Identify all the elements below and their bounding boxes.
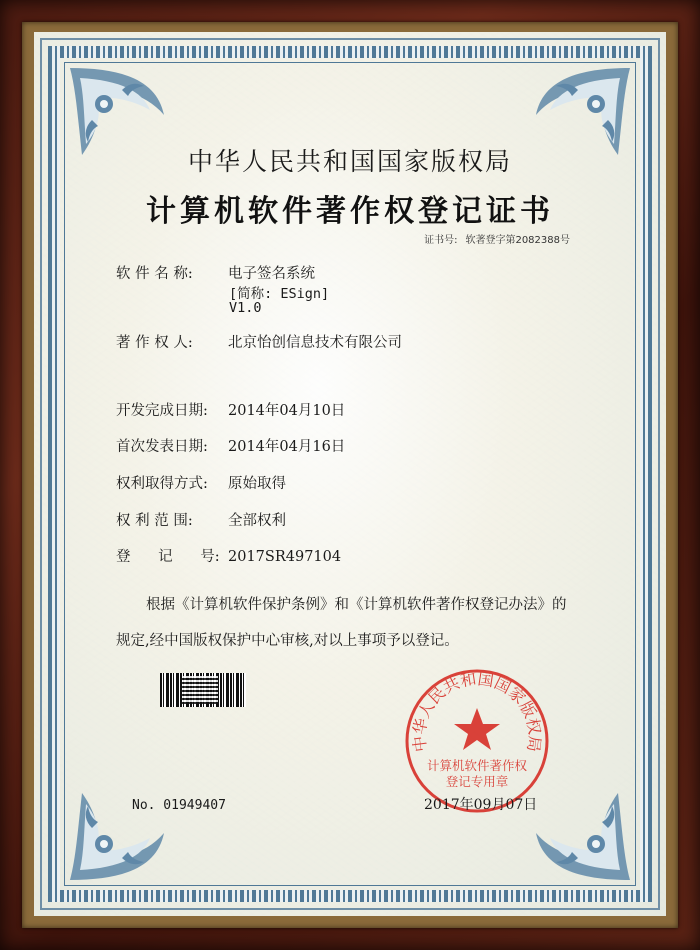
- corner-ornament-icon: [62, 778, 172, 888]
- certificate-number-value: 软著登字第2082388号: [465, 235, 570, 246]
- statement-line-2: 规定,经中国版权保护中心审核,对以上事项予以登记。: [116, 633, 459, 649]
- field-dev-completed: [116, 399, 345, 420]
- software-version: V1.0: [229, 300, 262, 316]
- field-label: 权利取得方式:: [116, 476, 208, 492]
- issue-date: 2017年09月07日: [424, 797, 538, 813]
- field-label: 开发完成日期:: [116, 403, 208, 419]
- field-value: 2014年04月10日: [228, 403, 346, 419]
- field-label: 著 作 权 人:: [116, 335, 193, 351]
- field-registration-number: [116, 545, 341, 566]
- field-label: 软 件 名 称:: [116, 266, 193, 282]
- seal-line-1: 计算机软件著作权: [426, 758, 528, 773]
- field-value: 2014年04月16日: [228, 439, 346, 455]
- official-seal: [404, 668, 550, 814]
- field-software-name: [116, 262, 315, 283]
- field-first-published: [116, 435, 345, 456]
- field-value: 全部权利: [228, 513, 286, 529]
- field-scope: [116, 509, 286, 530]
- certificate-title: 计算机软件著作权登记证书: [146, 194, 554, 229]
- qr-code-icon: [182, 676, 218, 704]
- field-value: 原始取得: [228, 476, 286, 492]
- certificate-number-label: 证书号:: [424, 235, 458, 246]
- seal-line-2: 登记专用章: [445, 774, 509, 789]
- field-value: 2017SR497104: [228, 549, 342, 565]
- serial-number: No. 01949407: [132, 798, 226, 813]
- software-short-name: [简称: ESign]: [229, 286, 330, 302]
- field-acquisition: [116, 472, 286, 493]
- field-value: 电子签名系统: [228, 266, 315, 282]
- field-label: 首次发表日期:: [116, 439, 208, 455]
- issuer-heading: 中华人民共和国国家版权局: [187, 147, 512, 176]
- field-owner: [116, 331, 402, 352]
- field-value: 北京怡创信息技术有限公司: [228, 335, 402, 351]
- barcode-icon: [160, 673, 246, 707]
- field-label: 登 记 号:: [116, 549, 220, 565]
- star-icon: [454, 708, 500, 750]
- field-label: 权 利 范 围:: [116, 513, 193, 529]
- certificate-number: [424, 231, 570, 246]
- statement-line-1: 根据《计算机软件保护条例》和《计算机软件著作权登记办法》的: [146, 597, 567, 613]
- seal-ring-text: 中华人民共和国国家版权局: [409, 669, 545, 754]
